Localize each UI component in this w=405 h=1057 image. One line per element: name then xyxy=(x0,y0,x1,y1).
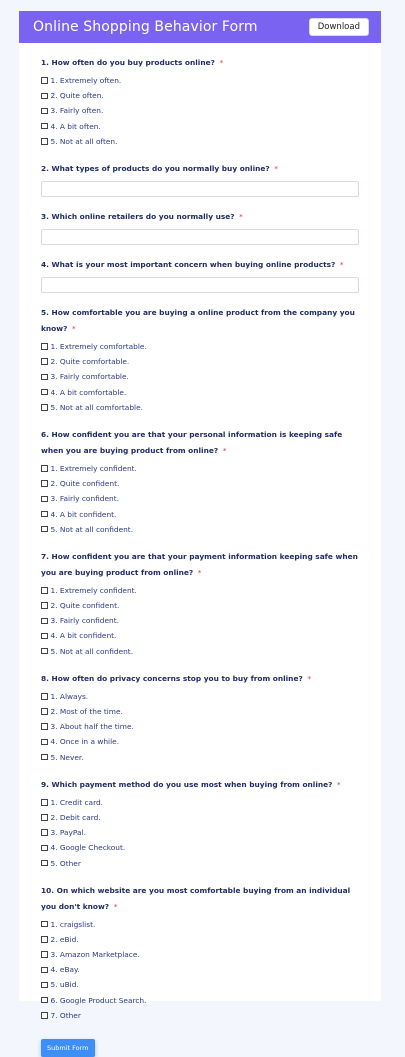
checkbox[interactable] xyxy=(41,648,48,655)
question-text: 2. What types of products do you normally buy online? xyxy=(41,163,270,173)
checkbox[interactable] xyxy=(41,951,48,958)
question-label xyxy=(41,777,359,793)
option-label: 1. Extremely often. xyxy=(50,76,122,86)
checkbox[interactable] xyxy=(41,587,48,594)
option-label: 3. Fairly comfortable. xyxy=(50,372,129,382)
option-label: 2. Quite often. xyxy=(50,91,104,101)
question-9 xyxy=(41,777,359,871)
option-label: 4. A bit confident. xyxy=(50,631,117,641)
option-label: 1. Extremely confident. xyxy=(50,585,137,595)
checkbox-option[interactable] xyxy=(41,644,359,659)
question-text: 7. How confident you are that your payment information keeping safe when you are buying product from online? xyxy=(41,551,358,577)
checkbox[interactable] xyxy=(41,982,48,989)
question-label xyxy=(41,257,359,273)
checkbox[interactable] xyxy=(41,404,48,411)
question-1 xyxy=(41,55,359,149)
question-2 xyxy=(41,161,359,197)
checkbox[interactable] xyxy=(41,845,48,852)
required-asterisk: * xyxy=(307,673,312,683)
required-asterisk: * xyxy=(71,323,76,333)
checkbox-option[interactable] xyxy=(41,354,359,369)
question-label xyxy=(41,305,359,337)
question-label xyxy=(41,55,359,71)
option-label: 1. craigslist. xyxy=(50,919,96,929)
required-asterisk: * xyxy=(197,567,202,577)
option-label: 2. eBid. xyxy=(50,934,79,944)
question-6 xyxy=(41,427,359,537)
required-asterisk: * xyxy=(219,58,224,67)
form-body xyxy=(19,43,381,1057)
checkbox-option[interactable] xyxy=(41,134,359,149)
option-label: 1. Credit card. xyxy=(50,797,104,807)
form-title: Online Shopping Behavior Form xyxy=(33,19,258,35)
checkbox[interactable] xyxy=(41,389,48,396)
checkbox[interactable] xyxy=(41,465,48,472)
checkbox[interactable] xyxy=(41,633,48,640)
question-10 xyxy=(41,883,359,1023)
option-label: 2. Most of the time. xyxy=(50,707,123,717)
checkbox[interactable] xyxy=(41,374,48,381)
checkbox[interactable] xyxy=(41,343,48,350)
checkbox-option[interactable] xyxy=(41,119,359,134)
option-label: 4. A bit confident. xyxy=(50,509,117,519)
checkbox[interactable] xyxy=(41,123,48,130)
checkbox[interactable] xyxy=(41,480,48,487)
checkbox-option[interactable] xyxy=(41,476,359,491)
checkbox[interactable] xyxy=(41,860,48,867)
checkbox[interactable] xyxy=(41,77,48,84)
option-label: 5. Not at all often. xyxy=(50,136,118,146)
checkbox-option[interactable] xyxy=(41,628,359,643)
required-asterisk: * xyxy=(274,163,278,173)
option-label: 2. Quite confident. xyxy=(50,479,120,489)
option-label: 3. Fairly confident. xyxy=(50,494,119,504)
question-text: 1. How often do you buy products online? xyxy=(41,58,215,67)
option-label: 5. Other xyxy=(50,858,81,868)
option-label: 5. Not at all confident. xyxy=(50,524,134,534)
checkbox[interactable] xyxy=(41,496,48,503)
answer-input[interactable] xyxy=(41,229,359,245)
checkbox-option[interactable] xyxy=(41,369,359,384)
checkbox-option[interactable] xyxy=(41,947,359,962)
checkbox[interactable] xyxy=(41,693,48,700)
option-label: 4. A bit often. xyxy=(50,121,101,131)
checkbox[interactable] xyxy=(41,618,48,625)
question-label xyxy=(41,671,359,687)
required-asterisk: * xyxy=(113,901,118,911)
option-label: 2. Quite comfortable. xyxy=(50,357,130,367)
option-label: 5. Not at all comfortable. xyxy=(50,402,143,412)
checkbox-option[interactable] xyxy=(41,750,359,765)
question-3 xyxy=(41,209,359,245)
option-label: 5. Not at all confident. xyxy=(50,646,134,656)
checkbox[interactable] xyxy=(41,708,48,715)
question-5 xyxy=(41,305,359,415)
checkbox[interactable] xyxy=(41,754,48,761)
checkbox[interactable] xyxy=(41,138,48,145)
checkbox[interactable] xyxy=(41,526,48,533)
option-label: 5. uBid. xyxy=(50,980,79,990)
question-7 xyxy=(41,549,359,659)
question-text: 8. How often do privacy concerns stop you to buy from online? xyxy=(41,673,303,683)
question-text: 3. Which online retailers do you normally use? xyxy=(41,211,235,221)
checkbox-option[interactable] xyxy=(41,810,359,825)
checkbox-option[interactable] xyxy=(41,917,359,932)
checkbox[interactable] xyxy=(41,967,48,974)
option-label: 3. Amazon Marketplace. xyxy=(50,950,140,960)
checkbox-option[interactable] xyxy=(41,506,359,521)
checkbox-option[interactable] xyxy=(41,962,359,977)
option-label: 6. Google Product Search. xyxy=(50,995,147,1005)
option-label: 4. Once in a while. xyxy=(50,737,120,747)
checkbox-option[interactable] xyxy=(41,103,359,118)
form-card xyxy=(19,11,381,1052)
checkbox-option[interactable] xyxy=(41,795,359,810)
question-text: 5. How comfortable you are buying a online product from the company you know? xyxy=(41,307,355,333)
question-label xyxy=(41,883,359,915)
checkbox[interactable] xyxy=(41,723,48,730)
checkbox-option[interactable] xyxy=(41,598,359,613)
checkbox-option[interactable] xyxy=(41,385,359,400)
option-label: 3. Fairly confident. xyxy=(50,616,119,626)
checkbox-option[interactable] xyxy=(41,339,359,354)
option-label: 4. eBay. xyxy=(50,965,80,975)
required-asterisk: * xyxy=(239,211,243,221)
checkbox-option[interactable] xyxy=(41,719,359,734)
option-label: 1. Extremely confident. xyxy=(50,463,137,473)
option-label: 3. PayPal. xyxy=(50,828,86,838)
option-label: 2. Debit card. xyxy=(50,812,101,822)
checkbox-option[interactable] xyxy=(41,583,359,598)
checkbox[interactable] xyxy=(41,108,48,115)
download-button[interactable]: Download xyxy=(309,18,369,36)
question-text: 10. On which website are you most comfortable buying from an individual you don't know? xyxy=(41,885,351,911)
checkbox[interactable] xyxy=(41,921,48,928)
required-asterisk: * xyxy=(339,259,344,269)
question-text: 9. Which payment method do you use most when buying from online? xyxy=(41,779,333,789)
required-asterisk: * xyxy=(337,779,341,789)
question-text: 4. What is your most important concern when buying online products? xyxy=(41,259,336,269)
option-label: 5. Never. xyxy=(50,752,84,762)
checkbox-option[interactable] xyxy=(41,825,359,840)
option-label: 3. Fairly often. xyxy=(50,106,104,116)
question-4 xyxy=(41,257,359,293)
required-asterisk: * xyxy=(222,445,227,455)
checkbox-option[interactable] xyxy=(41,855,359,870)
checkbox[interactable] xyxy=(41,602,48,609)
form-header xyxy=(19,11,381,43)
option-label: 3. About half the time. xyxy=(50,722,134,732)
option-label: 4. A bit comfortable. xyxy=(50,387,127,397)
checkbox[interactable] xyxy=(41,799,48,806)
question-label xyxy=(41,161,359,177)
checkbox[interactable] xyxy=(41,814,48,821)
checkbox[interactable] xyxy=(41,997,48,1004)
checkbox-option[interactable] xyxy=(41,840,359,855)
question-label xyxy=(41,549,359,581)
checkbox-option[interactable] xyxy=(41,932,359,947)
checkbox-option[interactable] xyxy=(41,522,359,537)
checkbox-option[interactable] xyxy=(41,734,359,749)
checkbox[interactable] xyxy=(41,1012,48,1019)
checkbox[interactable] xyxy=(41,511,48,518)
checkbox-option[interactable] xyxy=(41,704,359,719)
checkbox-option[interactable] xyxy=(41,461,359,476)
checkbox[interactable] xyxy=(41,829,48,836)
question-8 xyxy=(41,671,359,765)
checkbox[interactable] xyxy=(41,936,48,943)
question-label xyxy=(41,209,359,225)
checkbox[interactable] xyxy=(41,739,48,746)
checkbox-option[interactable] xyxy=(41,400,359,415)
answer-input[interactable] xyxy=(41,181,359,197)
checkbox[interactable] xyxy=(41,93,48,100)
option-label: 1. Extremely comfortable. xyxy=(50,342,147,352)
checkbox-option[interactable] xyxy=(41,613,359,628)
answer-input[interactable] xyxy=(41,277,359,293)
option-label: 2. Quite confident. xyxy=(50,601,120,611)
option-label: 4. Google Checkout. xyxy=(50,843,126,853)
checkbox-option[interactable] xyxy=(41,88,359,103)
question-label xyxy=(41,427,359,459)
option-label: 1. Always. xyxy=(50,691,89,701)
checkbox-option[interactable] xyxy=(41,1008,359,1023)
checkbox-option[interactable] xyxy=(41,689,359,704)
option-label: 7. Other xyxy=(50,1010,81,1020)
question-text: 6. How confident you are that your personal information is keeping safe when you are buying product from online? xyxy=(41,429,343,455)
checkbox-option[interactable] xyxy=(41,491,359,506)
checkbox-option[interactable] xyxy=(41,977,359,992)
checkbox[interactable] xyxy=(41,358,48,365)
checkbox-option[interactable] xyxy=(41,993,359,1008)
submit-button[interactable]: Submit Form xyxy=(41,1039,95,1057)
checkbox-option[interactable] xyxy=(41,73,359,88)
